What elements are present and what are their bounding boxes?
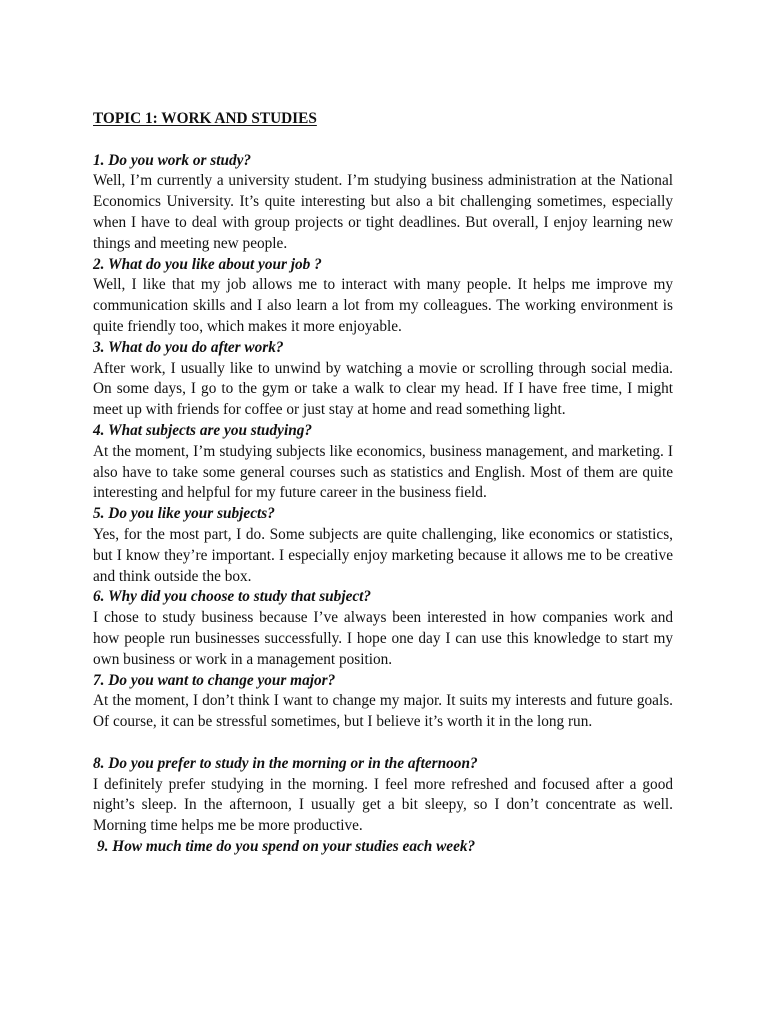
answer-4: At the moment, I’m studying subjects like economics, business management, and marketing. I also have to take some general courses such as statistics and English. Most of them are quite interesting and helpful for my future career in the business field. (93, 442, 673, 502)
answer-3: After work, I usually like to unwind by watching a movie or scrolling through social media. On some days, I go to the gym or take a walk to clear my head. If I have free time, I might meet up with friends for coffee or just stay at home and read something light. (93, 359, 673, 419)
spacer (93, 130, 673, 151)
question-9: 9. How much time do you spend on your studies each week? (97, 837, 476, 855)
question-4: 4. What subjects are you studying? (93, 421, 313, 439)
question-6: 6. Why did you choose to study that subject? (93, 588, 372, 606)
question-3: 3. What do you do after work? (93, 338, 284, 356)
question-7: 7. Do you want to change your major? (93, 671, 336, 689)
answer-1: Well, I’m currently a university student. I’m studying business administration at the National Economics University. It’s quite interesting but also a bit challenging sometimes, especially when I have to deal with group projects or tight deadlines. But overall, I enjoy learning new things and meeting new people. (93, 172, 673, 252)
answer-8: I definitely prefer studying in the morning. I feel more refreshed and focused after a good night’s sleep. In the afternoon, I usually get a bit sleepy, so I don’t concentrate as well. Morning time helps me be more productive. (93, 775, 673, 835)
spacer (93, 733, 673, 754)
document-title: TOPIC 1: WORK AND STUDIES (93, 110, 317, 127)
question-1: 1. Do you work or study? (93, 151, 252, 169)
answer-2: Well, I like that my job allows me to interact with many people. It helps me improve my communication skills and I also learn a lot from my colleagues. The working environment is quite friendly too, which makes it more enjoyable. (93, 276, 673, 335)
document-page (93, 109, 673, 858)
answer-7: At the moment, I don’t think I want to change my major. It suits my interests and future goals. Of course, it can be stressful sometimes, but I believe it’s worth it in the long run. (93, 692, 673, 731)
answer-5: Yes, for the most part, I do. Some subjects are quite challenging, like economics or statistics, but I know they’re important. I especially enjoy marketing because it allows me to be creative and think outside the box. (93, 525, 673, 585)
question-5: 5. Do you like your subjects? (93, 505, 275, 523)
answer-6: I chose to study business because I’ve always been interested in how companies work and how people run businesses successfully. I hope one day I can use this knowledge to start my own business or work in a management position. (93, 609, 673, 668)
question-2: 2. What do you like about your job ? (93, 255, 322, 273)
question-8: 8. Do you prefer to study in the morning or in the afternoon? (93, 754, 478, 772)
